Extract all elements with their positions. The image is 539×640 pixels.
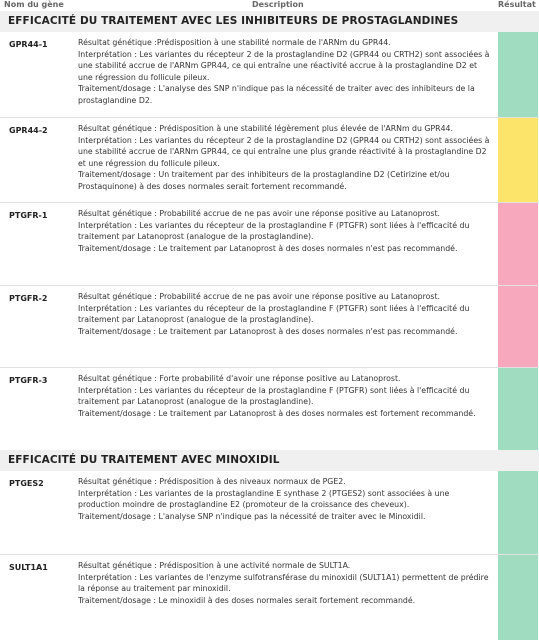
treatment-text: Traitement/dosage : Le traitement par Latanoprost à des doses normales est fortement recommandé. [78,408,476,418]
table-header [0,0,539,11]
interpretation-text: Interprétation : Les variantes de l'enzyme sulfotransférase du minoxidil (SULT1A1) permettent de prédire la réponse au traitement par minoxidil. [78,572,489,594]
genetic-result-text: Résultat génétique : Probabilité accrue de ne pas avoir une réponse positive au Latanoprost. [78,292,441,301]
section-title: EFFICACITÉ DU TRAITEMENT AVEC MINOXIDIL [8,454,280,466]
gene-name: GPR44-1 [9,40,48,49]
table-row [0,32,539,118]
interpretation-text: Interprétation : Les variantes du récepteur de la prostaglandine F (PTGFR) sont liées à l'efficacité du traitement par Latanoprost (analogue de la prostaglandine). [78,385,470,407]
gene-name: PTGFR-3 [9,376,48,385]
genetic-result-text: Résultat génétique : Prédisposition à une stabilité légèrement plus élevée de l'ARNm du GPR44. [78,124,453,133]
gene-description [78,37,492,107]
result-indicator [498,368,538,450]
table-row [0,368,539,450]
column-header-result: Résultat [498,0,536,9]
interpretation-text: Interprétation : Les variantes du récepteur de la prostaglandine F (PTGFR) sont liées à l'efficacité du traitement par Latanoprost (analogue de la prostaglandine). [78,303,470,325]
result-indicator [498,555,538,640]
result-indicator [498,32,538,117]
gene-description [78,208,492,254]
table-row [0,471,539,555]
result-indicator [498,471,538,554]
result-indicator [498,203,538,285]
genetic-result-text: Résultat génétique : Probabilité accrue de ne pas avoir une réponse positive au Latanoprost. [78,209,441,218]
genetic-result-text: Résultat génétique :Prédisposition à une stabilité normale de l'ARNm du GPR44. [78,38,391,47]
treatment-text: Traitement/dosage : Le traitement par Latanoprost à des doses normales n'est pas recommandé. [78,243,458,253]
result-indicator [498,286,538,367]
gene-name: SULT1A1 [9,563,48,572]
gene-description [78,476,492,522]
table-row [0,203,539,286]
treatment-text: Traitement/dosage : Le minoxidil à des doses normales serait fortement recommandé. [78,595,416,605]
result-indicator [498,118,538,202]
table-row [0,118,539,203]
interpretation-text: Interprétation : Les variantes du récepteur 2 de la prostaglandine D2 (GPR44 ou CRTH2) sont associées à une stabilité accrue de l'ARNm GPR44, ce qui entraîne une plus grande réactivité à la prostaglandine D2 et une régression du follicule pileux. [78,135,490,168]
gene-name: PTGFR-2 [9,294,48,303]
interpretation-text: Interprétation : Les variantes de la prostaglandine E synthase 2 (PTGES2) sont associées à une production moindre de prostaglandine E2 (promoteur de la croissance des cheveux). [78,488,450,510]
gene-description [78,123,492,193]
gene-description [78,560,492,606]
treatment-text: Traitement/dosage : L'analyse des SNP n'indique pas la nécessité de traiter avec des inhibiteurs de la prostaglandine D2. [78,84,475,105]
interpretation-text: Interprétation : Les variantes du récepteur 2 de la prostaglandine D2 (GPR44 ou CRTH2) sont associées à une stabilité accrue de l'ARNm GPR44, ce qui entraîne une réactivité accrue à la prostaglandine D2 et une régression du follicule pileux. [78,49,490,82]
gene-description [78,291,492,337]
section-title: EFFICACITÉ DU TRAITEMENT AVEC LES INHIBITEURS DE PROSTAGLANDINES [8,15,459,27]
genetic-result-text: Résultat génétique : Prédisposition à une activité normale de SULT1A. [78,561,351,570]
gene-name: PTGES2 [9,479,44,488]
table-row [0,555,539,640]
section-prostaglandin-inhibitors [0,11,539,32]
genetic-result-text: Résultat génétique : Forte probabilité d'avoir une réponse positive au Latanoprost. [78,374,401,383]
gene-name: GPR44-2 [9,126,48,135]
gene-name: PTGFR-1 [9,211,48,220]
column-header-gene: Nom du gène [4,0,64,9]
genetic-result-text: Résultat génétique : Prédisposition à des niveaux normaux de PGE2. [78,477,346,486]
treatment-text: Traitement/dosage : Le traitement par Latanoprost à des doses normales n'est pas recommandé. [78,326,458,336]
column-header-description: Description [252,0,304,9]
interpretation-text: Interprétation : Les variantes du récepteur de la prostaglandine F (PTGFR) sont liées à l'efficacité du traitement par Latanoprost (analogue de la prostaglandine). [78,220,470,242]
treatment-text: Traitement/dosage : Un traitement par des inhibiteurs de la prostaglandine D2 (Cetirizine et/ou Prostaquinone) à des doses normales serait fortement recommandé. [78,170,450,191]
section-minoxidil [0,450,539,471]
table-row [0,286,539,368]
gene-description [78,373,492,419]
treatment-text: Traitement/dosage : L'analyse SNP n'indique pas la nécessité de traiter avec le Minoxidil. [78,511,426,521]
